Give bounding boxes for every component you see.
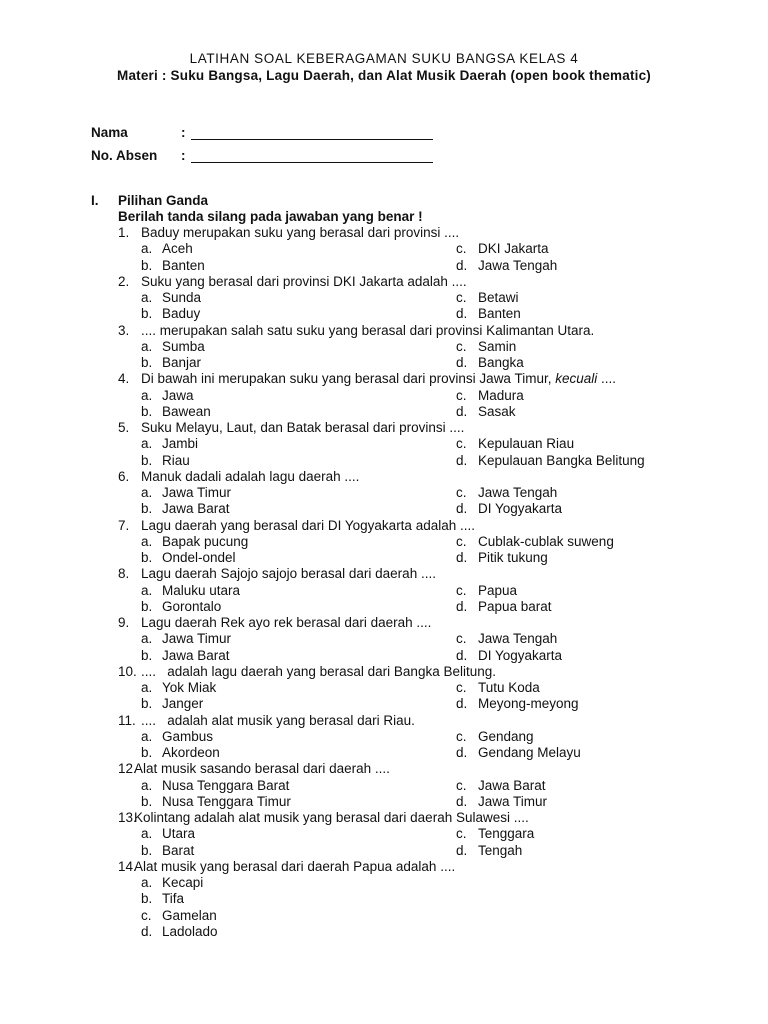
option-row [0, 794, 768, 810]
option-row [0, 891, 768, 907]
option-text: Madura [478, 387, 524, 403]
option-text: Maluku utara [162, 582, 241, 598]
option-letter: d. [456, 501, 468, 517]
option-text: Aceh [162, 241, 193, 257]
option-text: Samin [478, 338, 517, 354]
section-title: Pilihan Ganda [118, 193, 209, 208]
option-text: Jawa Timur [162, 631, 232, 647]
option-text: Tengah [478, 842, 523, 858]
option-text: Sasak [478, 403, 516, 419]
option-text: Tutu Koda [478, 680, 540, 695]
option-letter: d. [456, 306, 468, 322]
question-number: 10. [118, 663, 137, 679]
option-letter: b. [141, 501, 153, 517]
option-letter: a. [141, 631, 153, 647]
option-row [0, 241, 768, 257]
option-letter: d. [456, 355, 468, 370]
question-number: 6. [118, 468, 130, 484]
option-text: Gendang [478, 728, 534, 744]
option-text: Kecapi [162, 875, 204, 890]
option-letter: a. [141, 533, 153, 549]
option-row [0, 631, 768, 647]
option-row [0, 404, 768, 420]
question-stem [0, 713, 768, 729]
option-letter: a. [141, 485, 153, 500]
option-row [0, 501, 768, 517]
option-letter: d. [456, 550, 468, 565]
option-text: Betawi [478, 290, 519, 305]
option-letter: c. [456, 582, 467, 598]
option-text: Papua [478, 582, 518, 598]
section-number: I. [91, 193, 99, 208]
option-text: Jawa Tengah [478, 631, 558, 647]
question-stem [0, 810, 768, 826]
option-text: DI Yogyakarta [478, 647, 563, 663]
question-stem [0, 664, 768, 680]
option-text: Jawa Timur [162, 485, 232, 500]
option-letter: b. [141, 842, 153, 858]
absen-blank-line [191, 162, 433, 163]
name-colon: : [181, 125, 186, 140]
option-text: Tenggara [478, 826, 535, 842]
question-number: 9. [118, 615, 130, 630]
option-row [0, 680, 768, 696]
option-text: Meyong-meyong [478, 696, 579, 712]
option-letter: c. [456, 728, 467, 744]
question-stem [0, 420, 768, 436]
option-row [0, 696, 768, 712]
question-list [0, 225, 768, 940]
option-letter: a. [141, 290, 153, 305]
question-text: Di bawah ini merupakan suku yang berasal dari provinsi Jawa Timur, kecuali .... [141, 371, 616, 387]
question-stem [0, 615, 768, 631]
question-number: 2. [118, 273, 130, 289]
option-row [0, 388, 768, 404]
question-stem [0, 518, 768, 534]
option-letter: b. [141, 403, 153, 419]
option-letter: b. [141, 550, 153, 565]
question-number: 4. [118, 371, 130, 387]
option-letter: a. [141, 826, 153, 842]
option-letter: d. [456, 793, 468, 809]
option-row [0, 290, 768, 306]
question-text: .... merupakan salah satu suku yang berasal dari provinsi Kalimantan Utara. [141, 322, 595, 338]
option-row [0, 583, 768, 599]
option-letter: c. [456, 387, 467, 403]
option-row [0, 339, 768, 355]
option-text: Baduy [162, 306, 201, 322]
question-text: .... adalah alat musik yang berasal dari Riau. [141, 712, 415, 728]
name-label: Nama [91, 125, 128, 140]
option-text: Akordeon [162, 745, 220, 760]
option-row [0, 355, 768, 371]
question-text: Lagu daerah yang berasal dari DI Yogyakarta adalah .... [141, 517, 475, 533]
option-row [0, 648, 768, 664]
option-row [0, 778, 768, 794]
question-stem [0, 859, 768, 875]
option-letter: c. [456, 533, 467, 549]
question-text: Lagu daerah Rek ayo rek berasal dari daerah .... [141, 615, 432, 630]
option-letter: c. [456, 631, 467, 647]
option-text: Nusa Tenggara Timur [162, 793, 291, 809]
option-row [0, 550, 768, 566]
option-row [0, 453, 768, 469]
question-stem [0, 761, 768, 777]
option-text: Jawa Barat [478, 777, 546, 793]
absen-label: No. Absen [91, 148, 158, 163]
option-text: Jawa Tengah [478, 257, 558, 273]
option-text: Bapak pucung [162, 533, 249, 549]
option-letter: b. [141, 598, 153, 614]
question-text: Lagu daerah Sajojo sajojo berasal dari daerah .... [141, 566, 436, 582]
question-number: 5. [118, 420, 130, 435]
option-letter: a. [141, 728, 153, 744]
option-letter: c. [456, 680, 467, 695]
option-letter: d. [456, 257, 468, 273]
name-blank-line [191, 139, 433, 140]
option-letter: b. [141, 306, 153, 322]
option-letter: c. [456, 290, 467, 305]
question-stem [0, 566, 768, 582]
question-text: Baduy merupakan suku yang berasal dari provinsi .... [141, 225, 460, 240]
option-letter: a. [141, 875, 153, 890]
option-row [0, 826, 768, 842]
question-stem [0, 371, 768, 387]
option-letter: d. [456, 647, 468, 663]
option-text: Barat [162, 842, 195, 858]
question-stem [0, 323, 768, 339]
question-text: Manuk dadali adalah lagu daerah .... [141, 468, 360, 484]
question-stem [0, 469, 768, 485]
option-row [0, 924, 768, 940]
worksheet-title: LATIHAN SOAL KEBERAGAMAN SUKU BANGSA KELAS 4 [189, 51, 579, 66]
option-letter: d. [456, 452, 468, 468]
option-letter: d. [456, 842, 468, 858]
question-number: 8. [118, 566, 130, 582]
question-number: 11. [118, 712, 136, 728]
question-stem [0, 274, 768, 290]
question-number: 12. [118, 761, 137, 777]
question-text: Suku yang berasal dari provinsi DKI Jakarta adalah .... [141, 273, 467, 289]
option-letter: d. [456, 403, 468, 419]
option-text: Gambus [162, 728, 214, 744]
option-letter: c. [456, 436, 467, 452]
option-text: Cublak-cublak suweng [478, 533, 614, 549]
option-text: Jambi [162, 436, 199, 452]
option-text: Gamelan [162, 907, 217, 923]
option-text: Papua barat [478, 598, 552, 614]
option-text: Riau [162, 452, 190, 468]
option-letter: b. [141, 647, 153, 663]
option-row [0, 729, 768, 745]
option-row [0, 485, 768, 501]
option-text: Gorontalo [162, 598, 222, 614]
option-text: Jawa Tengah [478, 485, 558, 500]
option-text: Banten [478, 306, 521, 322]
option-letter: b. [141, 355, 153, 370]
option-text: DI Yogyakarta [478, 501, 563, 517]
option-row [0, 534, 768, 550]
option-row [0, 745, 768, 761]
option-text: Bangka [478, 355, 524, 370]
option-text: Bawean [162, 403, 211, 419]
option-letter: a. [141, 241, 153, 257]
option-row [0, 908, 768, 924]
option-letter: a. [141, 387, 153, 403]
question-number: 3. [118, 322, 130, 338]
option-text: Banten [162, 257, 205, 273]
option-row [0, 875, 768, 891]
option-letter: a. [141, 338, 153, 354]
question-number: 1. [118, 225, 130, 240]
option-text: Jawa [162, 387, 194, 403]
option-text: Sunda [162, 290, 202, 305]
question-text: Alat musik sasando berasal dari daerah .... [134, 761, 390, 777]
option-letter: d. [456, 745, 468, 760]
option-letter: c. [456, 485, 467, 500]
question-text: Alat musik yang berasal dari daerah Papua adalah .... [134, 858, 456, 874]
option-letter: c. [456, 338, 467, 354]
question-emphasis: kecuali [555, 371, 598, 387]
option-letter: c. [456, 777, 467, 793]
option-text: Utara [162, 826, 196, 842]
option-letter: d. [456, 696, 468, 712]
option-row [0, 436, 768, 452]
option-text: Yok Miak [162, 680, 217, 695]
option-text: Jawa Barat [162, 501, 230, 517]
option-text: Banjar [162, 355, 202, 370]
option-text: Tifa [162, 891, 185, 907]
option-text: Pitik tukung [478, 550, 548, 565]
section-instruction: Berilah tanda silang pada jawaban yang benar ! [118, 209, 423, 224]
option-letter: b. [141, 696, 153, 712]
question-stem [0, 225, 768, 241]
option-letter: a. [141, 436, 153, 452]
option-text: Sumba [162, 338, 205, 354]
option-text: Ladolado [162, 923, 218, 939]
option-text: Nusa Tenggara Barat [162, 777, 290, 793]
question-number: 14. [118, 858, 137, 874]
option-text: Jawa Timur [478, 793, 548, 809]
option-letter: a. [141, 680, 153, 695]
option-text: Kepulauan Bangka Belitung [478, 452, 645, 468]
option-letter: a. [141, 582, 153, 598]
option-text: Jawa Barat [162, 647, 230, 663]
option-row [0, 306, 768, 322]
option-letter: c. [141, 907, 152, 923]
option-letter: b. [141, 745, 153, 760]
option-letter: b. [141, 452, 153, 468]
option-letter: b. [141, 891, 153, 907]
option-text: DKI Jakarta [478, 241, 549, 257]
question-text: Suku Melayu, Laut, dan Batak berasal dari provinsi .... [141, 420, 465, 435]
option-letter: c. [456, 826, 467, 842]
option-text: Ondel-ondel [162, 550, 236, 565]
option-letter: d. [456, 598, 468, 614]
option-row [0, 258, 768, 274]
option-text: Kepulauan Riau [478, 436, 575, 452]
worksheet-subtitle: Materi : Suku Bangsa, Lagu Daerah, dan Alat Musik Daerah (open book thematic) [117, 68, 651, 83]
option-text: Gendang Melayu [478, 745, 581, 760]
question-text: Kolintang adalah alat musik yang berasal dari daerah Sulawesi .... [134, 810, 529, 825]
option-letter: b. [141, 257, 153, 273]
option-letter: a. [141, 777, 153, 793]
question-number: 7. [118, 517, 130, 533]
question-number: 13. [118, 810, 137, 825]
question-text: .... adalah lagu daerah yang berasal dari Bangka Belitung. [141, 663, 496, 679]
option-letter: c. [456, 241, 467, 257]
option-row [0, 599, 768, 615]
option-text: Janger [162, 696, 204, 712]
absen-colon: : [181, 148, 186, 163]
option-row [0, 843, 768, 859]
option-letter: b. [141, 793, 153, 809]
option-letter: d. [141, 923, 153, 939]
